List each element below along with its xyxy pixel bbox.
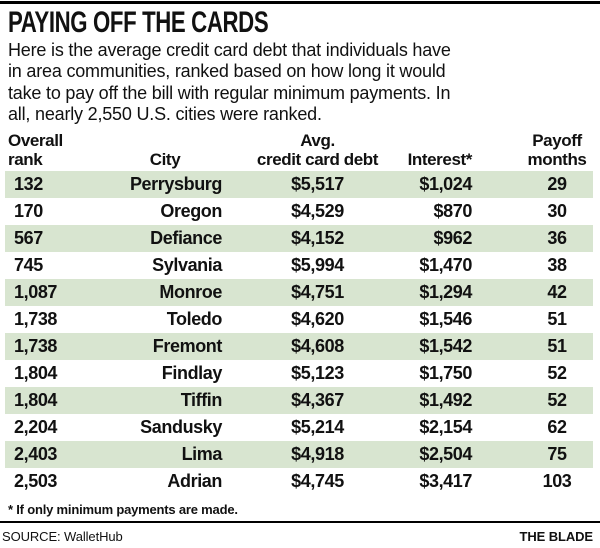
cell-avg-credit-card-debt: $4,751 — [291, 282, 344, 303]
table-row — [5, 468, 593, 495]
table-row — [5, 171, 593, 198]
cell-city: Sandusky — [140, 417, 222, 438]
table-row — [5, 225, 593, 252]
table-row — [5, 414, 593, 441]
cell-interest: $2,504 — [419, 444, 472, 465]
cell-city: Toledo — [166, 309, 222, 330]
cell-interest: $1,542 — [419, 336, 472, 357]
cell-interest: $1,750 — [419, 363, 472, 384]
description-line: Here is the average credit card debt that individuals have — [8, 40, 451, 60]
footnote: * If only minimum payments are made. — [8, 502, 238, 518]
table-row — [5, 387, 593, 414]
description-line: all, nearly 2,550 U.S. cities were ranked. — [8, 103, 322, 124]
cell-avg-credit-card-debt: $4,529 — [291, 201, 344, 222]
cell-city: Fremont — [152, 336, 222, 357]
cell-interest: $870 — [433, 201, 472, 222]
cell-overall-rank: 1,804 — [14, 390, 58, 411]
cell-overall-rank: 170 — [14, 201, 43, 222]
cell-city: Oregon — [160, 201, 222, 222]
debt-table — [5, 130, 593, 495]
cell-payoff-months: 42 — [547, 282, 567, 303]
cell-overall-rank: 2,204 — [14, 417, 58, 438]
page-title: PAYING OFF THE CARDS — [8, 6, 269, 39]
cell-payoff-months: 36 — [547, 228, 567, 249]
cell-city: Findlay — [161, 363, 222, 384]
description-line: take to pay off the bill with regular minimum payments. In — [8, 82, 451, 103]
cell-payoff-months: 62 — [547, 417, 567, 438]
cell-overall-rank: 745 — [14, 255, 43, 276]
table-row — [5, 306, 593, 333]
cell-overall-rank: 1,738 — [14, 336, 58, 357]
column-header-overall-rank: Overall rank — [8, 131, 63, 169]
cell-avg-credit-card-debt: $5,214 — [291, 417, 344, 438]
cell-overall-rank: 1,087 — [14, 282, 58, 303]
cell-avg-credit-card-debt: $5,123 — [291, 363, 344, 384]
cell-overall-rank: 2,503 — [14, 471, 58, 492]
cell-payoff-months: 51 — [547, 336, 567, 357]
cell-city: Lima — [181, 444, 222, 465]
table-row — [5, 252, 593, 279]
cell-overall-rank: 132 — [14, 174, 43, 195]
cell-city: Defiance — [150, 228, 222, 249]
cell-city: Perrysburg — [129, 174, 222, 195]
cell-city: Monroe — [159, 282, 222, 303]
cell-payoff-months: 75 — [547, 444, 567, 465]
cell-avg-credit-card-debt: $4,367 — [291, 390, 344, 411]
cell-payoff-months: 51 — [547, 309, 567, 330]
cell-interest: $1,024 — [419, 174, 472, 195]
cell-interest: $962 — [433, 228, 472, 249]
cell-avg-credit-card-debt: $4,152 — [291, 228, 344, 249]
cell-avg-credit-card-debt: $4,608 — [291, 336, 344, 357]
table-row — [5, 441, 593, 468]
cell-city: Adrian — [167, 471, 222, 492]
table-body — [5, 171, 593, 495]
top-rule — [0, 1, 600, 4]
credits-row — [2, 529, 593, 544]
description — [8, 40, 600, 125]
source-credit: SOURCE: WalletHub — [2, 529, 123, 545]
table-row — [5, 198, 593, 225]
cell-interest: $2,154 — [419, 417, 472, 438]
cell-overall-rank: 1,804 — [14, 363, 58, 384]
cell-interest: $1,470 — [419, 255, 472, 276]
table-row — [5, 333, 593, 360]
cell-city: Tiffin — [180, 390, 222, 411]
column-header-city: City — [149, 149, 181, 169]
cell-avg-credit-card-debt: $4,745 — [291, 471, 344, 492]
cell-avg-credit-card-debt: $5,517 — [291, 174, 344, 195]
cell-interest: $1,294 — [419, 282, 472, 303]
column-header-payoff-months: Payoff months — [527, 131, 587, 169]
cell-city: Sylvania — [152, 255, 222, 276]
cell-overall-rank: 1,738 — [14, 309, 58, 330]
infographic — [0, 1, 600, 548]
cell-payoff-months: 52 — [547, 390, 567, 411]
publisher-credit: THE BLADE — [519, 529, 593, 545]
cell-overall-rank: 2,403 — [14, 444, 58, 465]
cell-payoff-months: 103 — [542, 471, 572, 492]
cell-interest: $3,417 — [419, 471, 472, 492]
cell-payoff-months: 29 — [547, 174, 567, 195]
table-row — [5, 279, 593, 306]
cell-payoff-months: 38 — [547, 255, 567, 276]
cell-payoff-months: 30 — [547, 201, 567, 222]
cell-overall-rank: 567 — [14, 228, 43, 249]
cell-avg-credit-card-debt: $4,620 — [291, 309, 344, 330]
description-line: in area communities, ranked based on how long it would — [8, 61, 446, 82]
table-row — [5, 360, 593, 387]
cell-avg-credit-card-debt: $5,994 — [291, 255, 344, 276]
cell-payoff-months: 52 — [547, 363, 567, 384]
cell-avg-credit-card-debt: $4,918 — [291, 444, 344, 465]
table-header-row — [5, 130, 593, 171]
column-header-avg-credit-card-debt: Avg. credit card debt — [256, 131, 379, 169]
cell-interest: $1,492 — [419, 390, 472, 411]
bottom-rule — [0, 521, 600, 523]
column-header-interest: Interest* — [407, 149, 472, 169]
cell-interest: $1,546 — [419, 309, 472, 330]
